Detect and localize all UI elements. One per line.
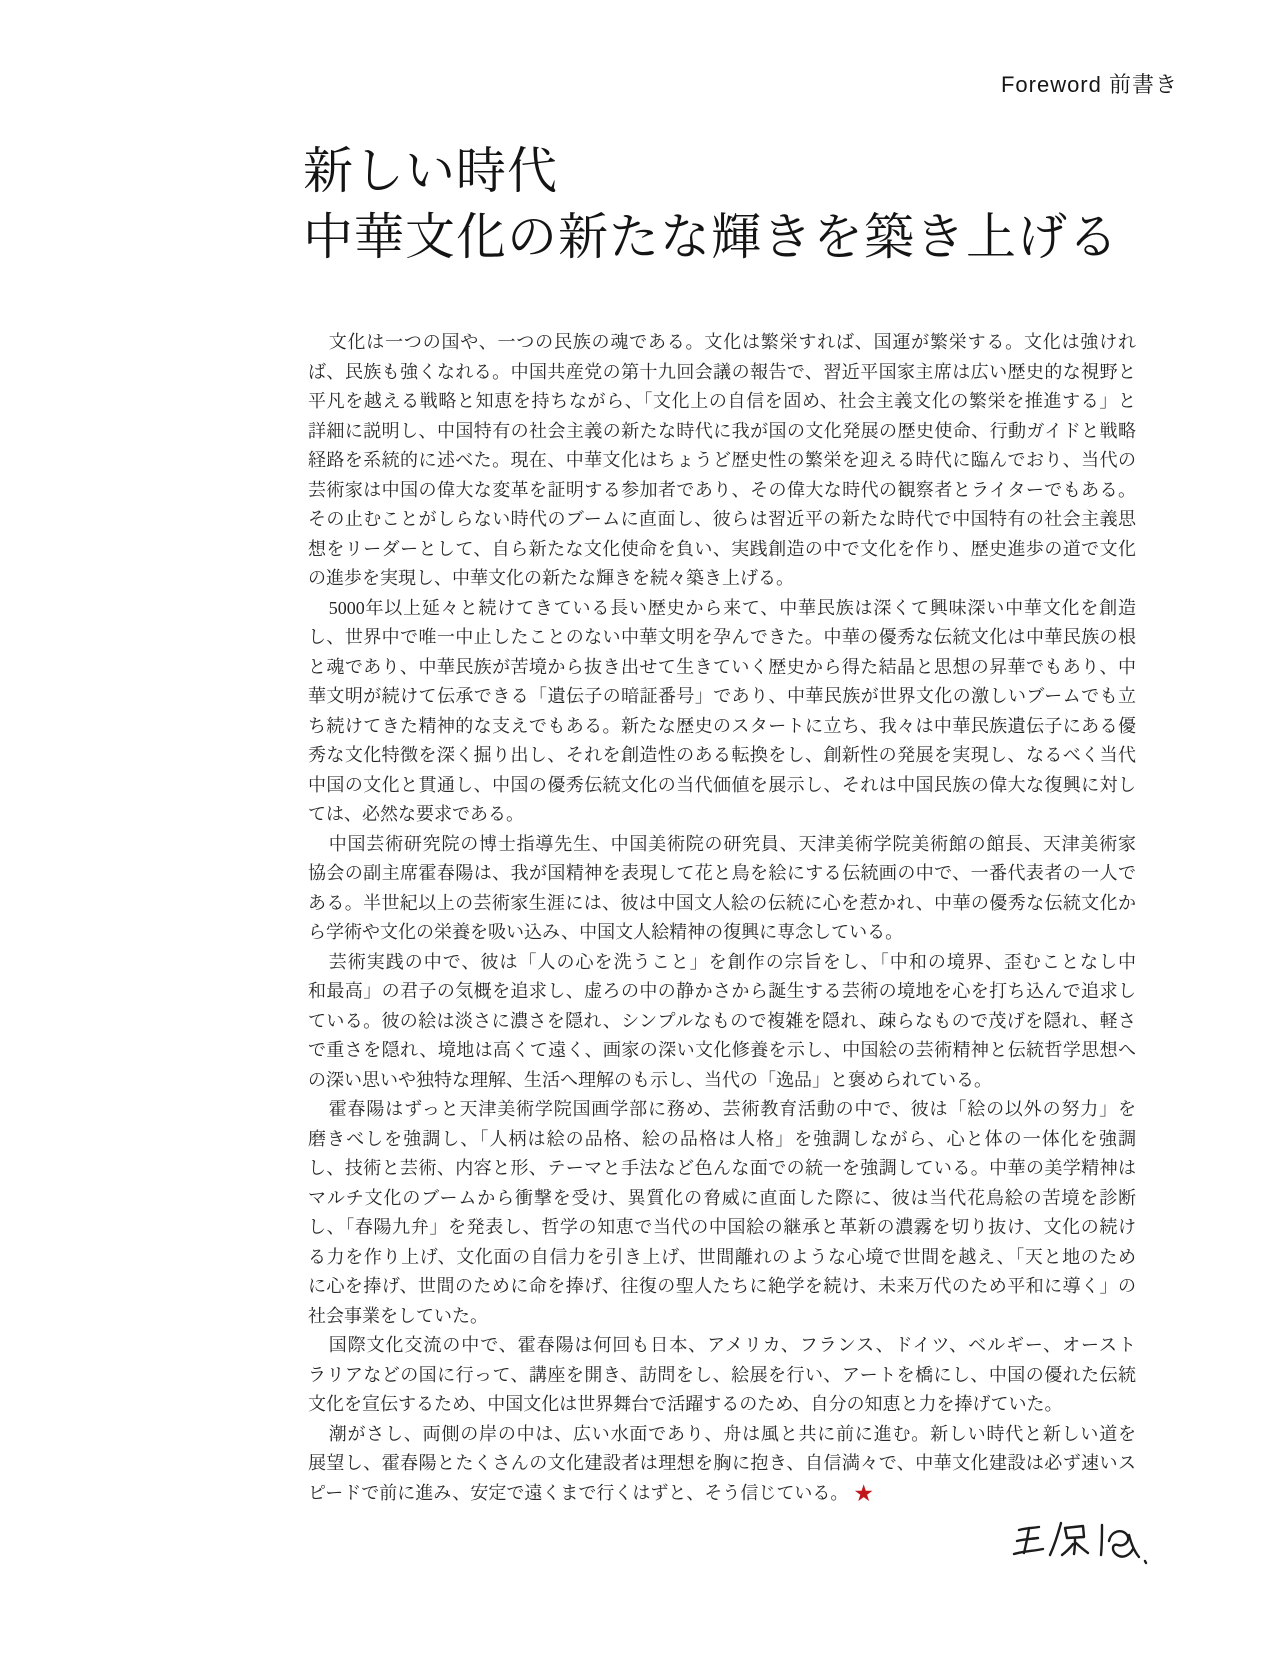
handwritten-signature <box>1012 1515 1152 1571</box>
paragraph <box>308 1331 1136 1420</box>
text-line: に心を捧げ、世間のために命を捧げ、往復の聖人たちに絶学を続け、未来万代のため平和に導く」の <box>308 1276 1136 1296</box>
text-line: の深い思いや独特な理解、生活へ理解のも示し、当代の「逸品」と褒められている。 <box>308 1069 992 1090</box>
text-line: 展望し、霍春陽とたくさんの文化建設者は理想を胸に抱き、自信満々で、中華文化建設は必ず速いス <box>308 1453 1136 1473</box>
paragraph <box>308 594 1136 830</box>
text-line: ピードで前に進み、安定で遠くまで行くはずと、そう信じている。 ★ <box>308 1480 874 1506</box>
paragraph <box>308 948 1136 1096</box>
red-star-icon: ★ <box>853 1480 874 1506</box>
text-line: し、「春陽九弁」を発表し、哲学の知恵で当代の中国絵の継承と革新の濃霧を切り抜け、文化の続け <box>308 1217 1136 1237</box>
text-line: 和最高」の君子の気概を追求し、虚ろの中の静かさから誕生する芸術の境地を心を打ち込んで追求し <box>308 981 1136 1001</box>
text-line: と魂であり、中華民族が苦境から抜き出せて生きていく歴史から得た結晶と思想の昇華でもあり、中 <box>308 656 1136 677</box>
paragraph <box>308 328 1136 594</box>
paragraph <box>308 1095 1136 1331</box>
text-line: ている。彼の絵は淡さに濃さを隠れ、シンプルなもので複雑を隠れ、疎らなもので茂げを隠れ、軽さ <box>308 1010 1136 1031</box>
text-line: 協会の副主席霍春陽は、我が国精神を表現して花と鳥を絵にする伝統画の中で、一番代表者の一人で <box>308 863 1136 883</box>
text-line: 5000年以上延々と続けてきている長い歴史から来て、中華民族は深くて興味深い中華文化を創造 <box>328 597 1136 618</box>
text-line: 国際文化交流の中で、霍春陽は何回も日本、アメリカ、フランス、ドイツ、ベルギー、オースト <box>328 1335 1136 1355</box>
text-line: 文化は一つの国や、一つの民族の魂である。文化は繁栄すれば、国運が繁栄する。文化は強けれ <box>328 332 1136 352</box>
title-line-2: 中華文化の新たな輝きを築き上げる <box>303 209 1119 265</box>
text-line: し、世界中で唯一中止したことのない中華文明を孕んできた。中華の優秀な伝統文化は中華民族の根 <box>308 627 1136 647</box>
text-line: ち続けてきた精神的な支えでもある。新たな歴史のスタートに立ち、我々は中華民族遺伝子にある優 <box>308 715 1136 736</box>
text-line: 中国芸術研究院の博士指導先生、中国美術院の研究員、天津美術学院美術館の館長、天津美術家 <box>328 833 1136 854</box>
text-line: る力を作り上げ、文化面の自信力を引き上げ、世間離れのような心境で世間を越え、「天と地のため <box>308 1246 1136 1267</box>
paragraph <box>308 830 1136 948</box>
text-line: 中国の文化と貫通し、中国の優秀伝統文化の当代価値を展示し、それは中国民族の偉大な復興に対し <box>308 774 1136 795</box>
text-line: 霍春陽はずっと天津美術学院国画学部に務め、芸術教育活動の中で、彼は「絵の以外の努力」を <box>328 1099 1136 1119</box>
text-line: 芸術家は中国の偉大な変革を証明する参加者であり、その偉大な時代の観察者とライターでもある。 <box>308 479 1136 500</box>
text-line: 芸術実践の中で、彼は「人の心を洗うこと」を創作の宗旨をし、「中和の境界、歪むことなし中 <box>328 951 1136 972</box>
text-line: 秀な文化特徴を深く掘り出し、それを創造性のある転換をし、創新性の発展を実現し、なるべく当代 <box>308 745 1136 765</box>
title-line-1: 新しい時代 <box>303 143 558 199</box>
text-line: その止むことがしらない時代のブームに直面し、彼らは習近平の新たな時代で中国特有の社会主義思 <box>308 509 1136 529</box>
text-line: ては、必然な要求である。 <box>308 804 524 824</box>
body-paragraphs <box>308 328 1136 1508</box>
text-line: で重さを隠れ、境地は高くて遠く、画家の深い文化修養を示し、中国絵の芸術精神と伝統哲学思想へ <box>308 1040 1136 1060</box>
page-title <box>303 138 1119 270</box>
text-line: 潮がさし、両側の岸の中は、広い水面であり、舟は風と共に前に進む。新しい時代と新しい道を <box>328 1423 1136 1444</box>
text-line: 平凡を越える戦略と知恵を持ちながら、「文化上の自信を固め、社会主義文化の繁栄を推進する」と <box>308 391 1136 411</box>
text-line: 文化を宣伝するため、中国文化は世界舞台で活躍するのため、自分の知恵と力を捧げていた。 <box>308 1394 1063 1414</box>
text-line: 詳細に説明し、中国特有の社会主義の新たな時代に我が国の文化発展の歴史使命、行動ガイドと戦略 <box>308 420 1136 441</box>
text-line: 想をリーダーとして、自ら新たな文化使命を負い、実践創造の中で文化を作り、歴史進歩の道で文化 <box>308 538 1136 559</box>
text-line: 華文明が続けて伝承できる「遺伝子の暗証番号」であり、中華民族が世界文化の激しいブームでも立 <box>308 686 1136 706</box>
text-line: マルチ文化のブームから衝撃を受け、異質化の脅威に直面した際に、彼は当代花鳥絵の苦境を診断 <box>308 1187 1136 1208</box>
text-line: ラリアなどの国に行って、講座を開き、訪問をし、絵展を行い、アートを橋にし、中国の優れた伝統 <box>308 1364 1136 1385</box>
text-line: 磨きべしを強調し、「人柄は絵の品格、絵の品格は人格」を強調しながら、心と体の一体化を強調 <box>308 1128 1136 1149</box>
text-line: し、技術と芸術、内容と形、テーマと手法など色んな面での統一を強調している。中華の美学精神は <box>308 1158 1136 1178</box>
text-line: ある。半世紀以上の芸術家生涯には、彼は中国文人絵の伝統に心を惹かれ、中華の優秀な伝統文化か <box>308 892 1136 913</box>
text-line: ら学術や文化の栄養を吸い込み、中国文人絵精神の復興に専念している。 <box>308 922 904 942</box>
text-line: の進歩を実現し、中華文化の新たな輝きを続々築き上げる。 <box>308 568 794 588</box>
text-line: 社会事業をしていた。 <box>308 1305 488 1326</box>
paragraph <box>308 1420 1136 1509</box>
text-line: ば、民族も強くなれる。中国共産党の第十九回会議の報告で、習近平国家主席は広い歴史的な視野と <box>308 361 1136 382</box>
foreword-label: Foreword 前書き <box>1000 72 1178 97</box>
text-line: 経路を系統的に述べた。現在、中華文化はちょうど歴史性の繁栄を迎える時代に臨んでおり、当代の <box>308 450 1136 470</box>
